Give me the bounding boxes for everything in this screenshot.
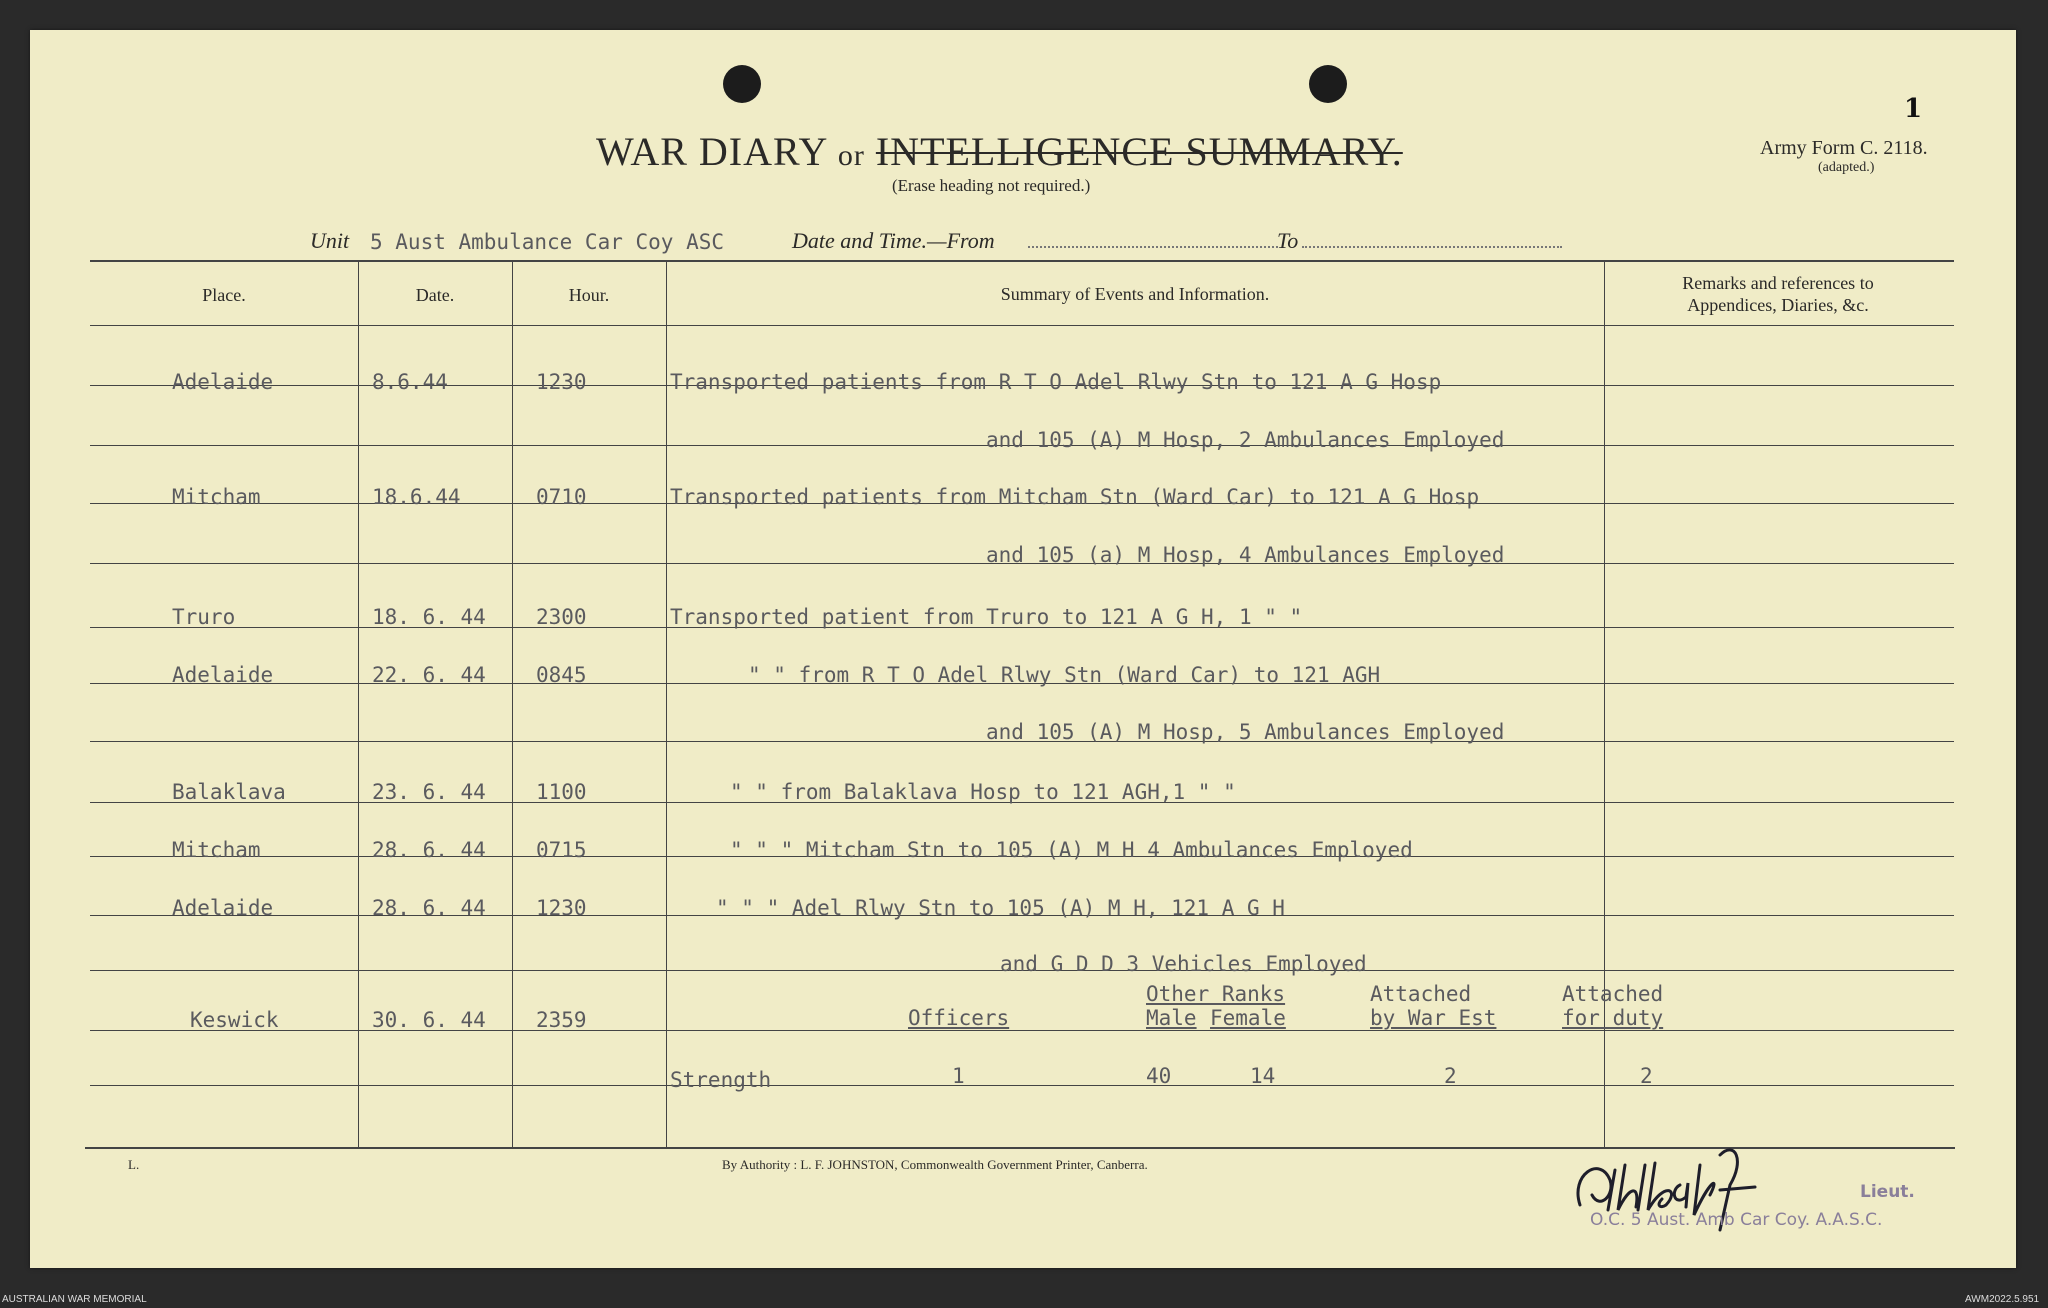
row-date: 22. 6. 44 [372, 663, 486, 687]
row-summary: " " from Balaklava Hosp to 121 AGH,1 " " [730, 780, 1236, 804]
col-header-date: Date. [415, 285, 455, 305]
row-date: 18.6.44 [372, 485, 461, 509]
title-main: WAR DIARY [596, 129, 827, 174]
strength-date: 30. 6. 44 [372, 1008, 486, 1032]
col-header-summary: Summary of Events and Information. [1000, 284, 1270, 304]
row-place: Mitcham [172, 485, 261, 509]
punch-hole-right [1309, 65, 1347, 103]
row-summary: " " " Mitcham Stn to 105 (A) M H 4 Ambulances Employed [730, 838, 1413, 862]
page-mark: 1 [1904, 94, 1923, 124]
row-summary: and G D D 3 Vehicles Employed [1000, 952, 1367, 976]
strength-place: Keswick [190, 1008, 279, 1032]
row-summary: " " from R T O Adel Rlwy Stn (Ward Car) to 121 AGH [748, 663, 1381, 687]
row-place: Truro [172, 605, 236, 629]
row-hour: 1230 [536, 896, 587, 920]
row-place: Mitcham [172, 838, 261, 862]
attached-duty-label-2: for duty [1562, 1006, 1664, 1030]
page-title [596, 128, 1403, 175]
strength-hour: 2359 [536, 1008, 587, 1032]
male-count: 40 [1146, 1064, 1172, 1088]
row-summary: and 105 (a) M Hosp, 4 Ambulances Employed [986, 543, 1505, 567]
row-summary: Transported patient from Truro to 121 A G H, 1 " " [670, 605, 1303, 629]
table-top-border [90, 260, 1954, 262]
row-date: 28. 6. 44 [372, 896, 486, 920]
stamp-unit: O.C. 5 Aust. Amb Car Coy. A.A.S.C. [1590, 1210, 1883, 1230]
row-place: Adelaide [172, 370, 274, 394]
officers-count: 1 [952, 1064, 965, 1088]
archive-reference: AWM2022.5.951 [1965, 1294, 2040, 1305]
header-rule [90, 325, 1954, 326]
row-hour: 0845 [536, 663, 587, 687]
col-divider-3 [666, 262, 667, 1147]
from-label: Date and Time.—From [792, 228, 995, 253]
row-date: 8.6.44 [372, 370, 448, 394]
other-ranks-label: Other Ranks [1146, 982, 1286, 1006]
form-adapted: (adapted.) [1818, 160, 1875, 175]
title-or: or [837, 139, 865, 172]
ruled-line [90, 1030, 1954, 1031]
row-summary: " " " Adel Rlwy Stn to 105 (A) M H, 121 A G H [716, 896, 1285, 920]
row-summary: Transported patients from R T O Adel Rlwy Stn to 121 A G Hosp [670, 370, 1442, 394]
col-header-hour: Hour. [568, 285, 610, 305]
row-hour: 1230 [536, 370, 587, 394]
male-label: Male [1146, 1006, 1197, 1030]
female-label: Female [1210, 1006, 1286, 1030]
row-hour: 1100 [536, 780, 587, 804]
row-hour: 2300 [536, 605, 587, 629]
footer-mark: L. [128, 1157, 140, 1172]
form-number: Army Form C. 2118. [1760, 137, 1928, 159]
col-divider-2 [512, 262, 513, 1147]
row-date: 28. 6. 44 [372, 838, 486, 862]
stamp-rank: Lieut. [1860, 1182, 1915, 1202]
punch-hole-left [723, 65, 761, 103]
row-date: 18. 6. 44 [372, 605, 486, 629]
strength-label: Strength [670, 1068, 772, 1092]
row-hour: 0710 [536, 485, 587, 509]
title-struck: INTELLIGENCE SUMMARY. [875, 129, 1403, 174]
unit-value: 5 Aust Ambulance Car Coy ASC [370, 230, 725, 254]
to-field [1302, 246, 1562, 248]
row-summary: and 105 (A) M Hosp, 5 Ambulances Employed [986, 720, 1505, 744]
row-hour: 0715 [536, 838, 587, 862]
row-place: Adelaide [172, 663, 274, 687]
row-summary: and 105 (A) M Hosp, 2 Ambulances Employed [986, 428, 1505, 452]
col-header-place: Place. [202, 285, 246, 305]
unit-label: Unit [310, 228, 350, 253]
attached-war-label-2: by War Est [1370, 1006, 1497, 1030]
row-date: 23. 6. 44 [372, 780, 486, 804]
female-count: 14 [1250, 1064, 1276, 1088]
printer-authority: By Authority : L. F. JOHNSTON, Commonwealth Government Printer, Canberra. [722, 1157, 1148, 1172]
ruled-line [90, 1085, 1954, 1086]
attached-duty-label-1: Attached [1562, 982, 1664, 1006]
attached-war-label-1: Attached [1370, 982, 1472, 1006]
to-label: To [1277, 228, 1299, 253]
archive-caption: AUSTRALIAN WAR MEMORIAL [2, 1294, 147, 1305]
from-field [1028, 246, 1278, 248]
attached-duty-count: 2 [1640, 1064, 1653, 1088]
row-place: Adelaide [172, 896, 274, 920]
diary-page [30, 30, 2016, 1268]
erase-note: (Erase heading not required.) [892, 176, 1091, 195]
col-divider-1 [358, 262, 359, 1147]
row-summary: Transported patients from Mitcham Stn (Ward Car) to 121 A G Hosp [670, 485, 1480, 509]
officers-label: Officers [908, 1006, 1010, 1030]
col-header-remarks: Remarks and references to Appendices, Diaries, &c. [1682, 273, 1874, 315]
attached-war-count: 2 [1444, 1064, 1457, 1088]
row-place: Balaklava [172, 780, 286, 804]
